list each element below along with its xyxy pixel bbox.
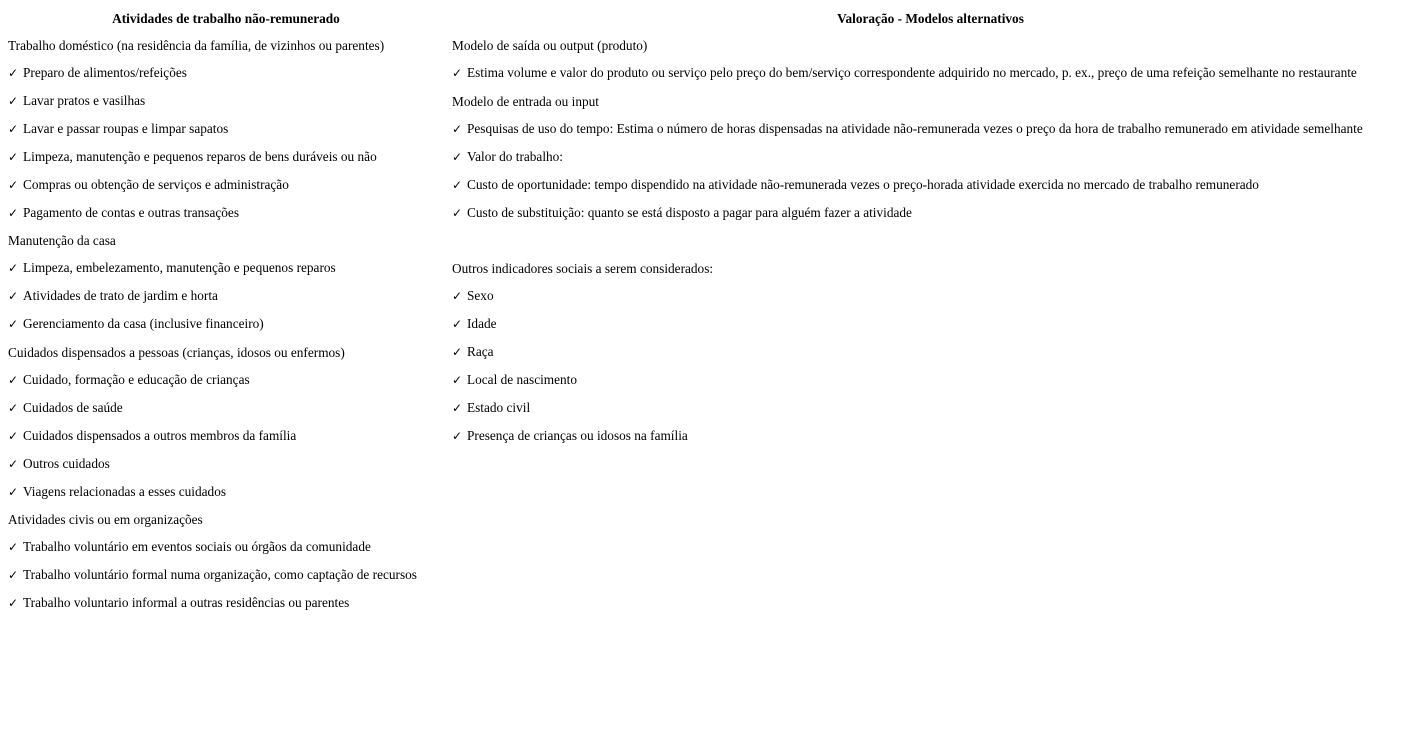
checkmark-icon: ✓ (8, 401, 19, 415)
checkmark-icon: ✓ (452, 122, 463, 136)
left-cell (4, 589, 448, 617)
checkmark-icon: ✓ (8, 66, 19, 80)
left-cell (4, 254, 448, 282)
activity-text: Cuidados dispensados a outros membros da família (23, 428, 297, 443)
valuation-text: Outros indicadores sociais a serem considerados: (452, 260, 714, 276)
left-cell (4, 450, 448, 478)
checkmark-icon: ✓ (8, 150, 19, 164)
left-cell (4, 422, 448, 450)
table-row (4, 450, 1413, 478)
valuation-table (4, 5, 1413, 617)
checkmark-icon: ✓ (8, 568, 19, 582)
checkmark-icon: ✓ (452, 206, 463, 220)
right-cell (448, 478, 1413, 506)
right-cell (448, 589, 1413, 617)
left-column-header: Atividades de trabalho não-remunerado (112, 11, 340, 26)
left-cell (4, 143, 448, 171)
table-row (4, 422, 1413, 450)
activity-text: Limpeza, embelezamento, manutenção e pequenos reparos (23, 260, 336, 275)
activity-text: Preparo de alimentos/refeições (23, 65, 187, 80)
checkmark-icon: ✓ (452, 66, 463, 80)
right-cell (448, 199, 1413, 227)
activity-text: Limpeza, manutenção e pequenos reparos de bens duráveis ou não (23, 149, 377, 164)
left-cell (4, 394, 448, 422)
checkmark-icon: ✓ (452, 178, 463, 192)
activity-text: Trabalho voluntário formal numa organização, como captação de recursos (23, 567, 417, 582)
checkmark-icon: ✓ (452, 373, 463, 387)
checkmark-icon: ✓ (452, 317, 463, 331)
table-row (4, 143, 1413, 171)
activity-text: Pagamento de contas e outras transações (23, 205, 239, 220)
checkmark-icon: ✓ (452, 345, 463, 359)
valuation-text: Sexo (467, 288, 494, 303)
left-cell (4, 533, 448, 561)
checkmark-icon: ✓ (8, 94, 19, 108)
right-cell (448, 143, 1413, 171)
left-cell (4, 115, 448, 143)
activity-text: Trabalho voluntário em eventos sociais ou órgãos da comunidade (23, 539, 371, 554)
right-cell (448, 394, 1413, 422)
right-cell (448, 227, 1413, 254)
activity-text: Trabalho voluntario informal a outras residências ou parentes (23, 595, 350, 610)
right-cell (448, 59, 1413, 87)
checkmark-icon: ✓ (8, 373, 19, 387)
right-cell (448, 422, 1413, 450)
checkmark-icon: ✓ (8, 429, 19, 443)
checkmark-icon: ✓ (8, 485, 19, 499)
checkmark-icon: ✓ (8, 317, 19, 331)
table-row (4, 338, 1413, 366)
right-cell (448, 310, 1413, 338)
checkmark-icon: ✓ (8, 596, 19, 610)
table-row (4, 115, 1413, 143)
valuation-text: Local de nascimento (467, 372, 578, 387)
valuation-text: Presença de crianças ou idosos na família (467, 428, 688, 443)
checkmark-icon: ✓ (8, 289, 19, 303)
left-cell (4, 310, 448, 338)
right-cell (448, 338, 1413, 366)
left-cell (4, 338, 448, 366)
left-cell (4, 282, 448, 310)
checkmark-icon: ✓ (452, 401, 463, 415)
right-cell (448, 254, 1413, 282)
activity-text: Outros cuidados (23, 456, 110, 471)
valuation-text: Custo de substituição: quanto se está disposto a pagar para alguém fazer a atividade (467, 205, 912, 220)
activity-text: Trabalho doméstico (na residência da família, de vizinhos ou parentes) (8, 38, 385, 53)
checkmark-icon: ✓ (8, 261, 19, 275)
valuation-text: Modelo de saída ou output (produto) (452, 38, 648, 53)
table-row (4, 171, 1413, 199)
checkmark-icon: ✓ (8, 122, 19, 136)
activity-text: Atividades de trato de jardim e horta (23, 288, 218, 303)
right-cell (448, 32, 1413, 59)
table-row (4, 227, 1413, 254)
left-cell (4, 478, 448, 506)
table-row (4, 533, 1413, 561)
left-cell (4, 199, 448, 227)
valuation-text: Custo de oportunidade: tempo dispendido na atividade não-remunerada vezes o preço-horada atividade exercida no mercado de trabalho remunerado (467, 177, 1259, 192)
right-cell (448, 450, 1413, 478)
table-row (4, 478, 1413, 506)
valuation-text: Estado civil (467, 400, 531, 415)
right-cell (448, 87, 1413, 115)
left-cell (4, 32, 448, 59)
checkmark-icon: ✓ (452, 150, 463, 164)
right-cell (448, 533, 1413, 561)
valuation-text: Valor do trabalho: (467, 149, 564, 164)
right-cell (448, 171, 1413, 199)
table-row (4, 394, 1413, 422)
valuation-text: Estima volume e valor do produto ou serviço pelo preço do bem/serviço correspondente adquirido no mercado, p. ex., preço de uma refeição semelhante no restaurante (467, 65, 1357, 80)
valuation-text: Pesquisas de uso do tempo: Estima o número de horas dispensadas na atividade não-remunerada vezes o preço da hora de trabalho remunerado em atividade semelhante (467, 121, 1363, 136)
activity-text: Lavar e passar roupas e limpar sapatos (23, 121, 229, 136)
left-cell (4, 561, 448, 589)
checkmark-icon: ✓ (452, 429, 463, 443)
table-body (4, 32, 1413, 617)
activity-text: Cuidado, formação e educação de crianças (23, 372, 250, 387)
table-row (4, 199, 1413, 227)
right-cell (448, 366, 1413, 394)
checkmark-icon: ✓ (8, 457, 19, 471)
right-cell (448, 115, 1413, 143)
table-row (4, 254, 1413, 282)
left-cell (4, 366, 448, 394)
right-column-header: Valoração - Modelos alternativos (837, 11, 1024, 26)
table-row (4, 366, 1413, 394)
table-row (4, 282, 1413, 310)
table-row (4, 59, 1413, 87)
valuation-text: Idade (467, 316, 497, 331)
activity-text: Cuidados dispensados a pessoas (crianças, idosos ou enfermos) (8, 344, 345, 360)
checkmark-icon: ✓ (8, 178, 19, 192)
checkmark-icon: ✓ (452, 289, 463, 303)
table-row (4, 589, 1413, 617)
left-cell (4, 59, 448, 87)
left-cell (4, 506, 448, 533)
right-cell (448, 282, 1413, 310)
right-cell (448, 561, 1413, 589)
left-cell (4, 171, 448, 199)
valuation-text: Modelo de entrada ou input (452, 93, 599, 109)
valuation-text: Raça (467, 344, 494, 359)
activity-text: Viagens relacionadas a esses cuidados (23, 484, 227, 499)
left-cell (4, 227, 448, 254)
activity-text: Manutenção da casa (8, 233, 116, 248)
table-row (4, 561, 1413, 589)
right-cell (448, 506, 1413, 533)
checkmark-icon: ✓ (8, 540, 19, 554)
activity-text: Gerenciamento da casa (inclusive financeiro) (23, 316, 264, 331)
activity-text: Atividades civis ou em organizações (8, 512, 203, 527)
checkmark-icon: ✓ (8, 206, 19, 220)
activity-text: Cuidados de saúde (23, 400, 123, 415)
left-cell (4, 87, 448, 115)
table-row (4, 506, 1413, 533)
header-row (4, 5, 1413, 32)
table-row (4, 87, 1413, 115)
table-row (4, 32, 1413, 59)
activity-text: Compras ou obtenção de serviços e administração (23, 177, 289, 192)
activity-text: Lavar pratos e vasilhas (23, 93, 146, 108)
table-row (4, 310, 1413, 338)
